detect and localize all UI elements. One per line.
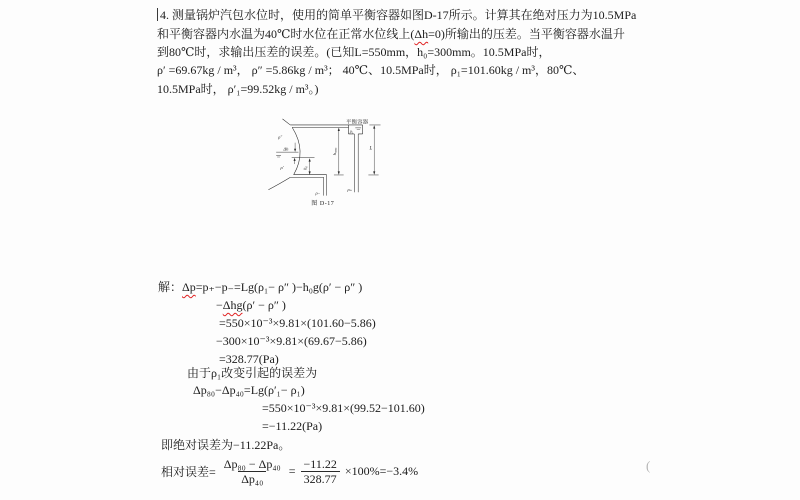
problem-line-4: ρ′ =69.67kg / m³， ρ″ =5.86kg / m³； 40℃、10.5MPa时， ρ₁=101.60kg / m³，80℃、 [157, 63, 585, 77]
problem-text: 4. 测量锅炉汽包水位时，使用的简单平衡容器如图D-17所示。计算其在绝对压力为10.5MPa [160, 8, 637, 22]
solution-line-6: 由于ρ₁改变引起的误差为 [187, 366, 318, 380]
label-rho-plus: ρ₊ [347, 187, 353, 193]
label-delta-h: Δh [283, 146, 289, 152]
solution-label: 解： [158, 280, 183, 294]
figure-caption: 图 D-17 [311, 200, 335, 207]
solution-formula: =p₊−p₋=Lg(ρ₁− ρ″ )−h₀g(ρ′ − ρ″ ) [195, 280, 363, 294]
solution-line-7: Δp₈₀−Δp₄₀=Lg(ρ′₁− ρ₁) [193, 383, 305, 397]
spellcheck-wavy-delta-p: Δp [182, 280, 196, 294]
label-rho-steam: ρ″ [278, 134, 283, 140]
vessel-title-label: 平衡容器 [346, 119, 369, 126]
problem-text: 和平衡容器内水温为40℃时水位在正常水位线上( [157, 27, 415, 41]
problem-line-3: 到80℃时，求输出压差的误差。(已知L=550mm，h₀=300mm。10.5MPa时， [157, 45, 551, 59]
label-rho1: ρ₁ [349, 128, 354, 134]
problem-line-1 [157, 6, 636, 24]
fraction-denominator: 328.77 [301, 471, 340, 486]
solution-line-3: =550×10⁻³×9.81×(101.60−5.86) [219, 316, 376, 330]
label-L: L [369, 145, 373, 152]
solution-line-5: =328.77(Pa) [219, 352, 279, 366]
solution-line-2 [216, 296, 286, 314]
fraction-delta-p [221, 457, 284, 486]
solution-formula: − [216, 298, 223, 312]
spellcheck-wavy-delta-h: Δh [414, 27, 429, 41]
label-rho-minus: ρ₋ [315, 190, 321, 196]
text-cursor [157, 8, 158, 21]
fraction-numerator: −11.22 [303, 457, 337, 471]
result-text: ×100%=−3.4% [344, 464, 419, 478]
drum-and-pipes [268, 119, 362, 196]
solution-line-9: =−11.22(Pa) [262, 419, 323, 433]
fraction-values [301, 457, 340, 486]
problem-text: =0)所输出的压差。当平衡容器水温升 [428, 27, 625, 41]
problem-line-2 [157, 25, 625, 43]
label-rho-water: ρ′ [280, 164, 284, 170]
relative-error-line [161, 457, 418, 486]
relative-error-label: 相对误差= [161, 465, 216, 479]
balance-vessel-figure [265, 86, 515, 278]
solution-formula: (ρ′ − ρ″ ) [242, 298, 286, 312]
fraction-denominator: Δp₄₀ [238, 471, 266, 486]
problem-line-5: 10.5MPa时， ρ′₁=99.52kg / m³。) [157, 82, 319, 96]
fraction-numerator: Δp₈₀ − Δp₄₀ [223, 457, 281, 471]
solution-line-4: −300×10⁻³×9.81×(69.67−5.86) [216, 334, 367, 348]
label-h0: h₀ [302, 165, 308, 170]
spellcheck-wavy-delta-hg: Δhg [222, 298, 243, 312]
label-hmax: hmax [331, 147, 338, 156]
equals-sign: = [288, 464, 296, 478]
solution-line-1 [158, 278, 362, 296]
solution-line-10: 即绝对误差为−11.22Pa。 [161, 438, 291, 452]
solution-line-8: =550×10⁻³×9.81×(99.52−101.60) [262, 401, 425, 415]
stray-mark: ( [646, 458, 651, 473]
